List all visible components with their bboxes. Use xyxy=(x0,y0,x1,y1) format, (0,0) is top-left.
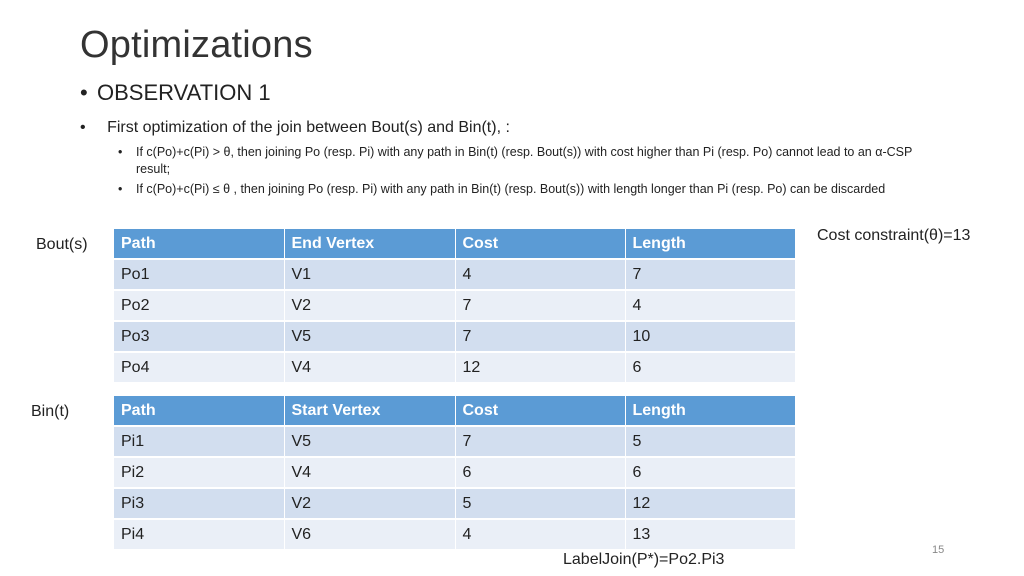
table-cell: V1 xyxy=(284,259,455,290)
slide-title: Optimizations xyxy=(80,24,313,66)
bin-table xyxy=(114,396,795,551)
table-header-row xyxy=(114,396,795,426)
column-header: End Vertex xyxy=(284,229,455,259)
table-row xyxy=(114,259,795,290)
bullet-dot-icon: • xyxy=(118,182,123,196)
table-cell: 7 xyxy=(455,290,625,321)
table-cell: 4 xyxy=(455,259,625,290)
bullet-dot-icon: • xyxy=(80,119,86,136)
table-cell: V6 xyxy=(284,519,455,550)
table-row xyxy=(114,321,795,352)
table-row xyxy=(114,457,795,488)
sub-bullet-length-rule-text: If c(Po)+c(Pi) ≤ θ , then joining Po (resp. Pi) with any path in Bin(t) (resp. Bout(s)) with length longer than Pi (resp. Po) can be discarded xyxy=(136,182,886,196)
table-cell: 6 xyxy=(455,457,625,488)
table-row xyxy=(114,290,795,321)
table-cell: 6 xyxy=(625,352,795,383)
table-row xyxy=(114,488,795,519)
bullet-dot-icon: • xyxy=(118,145,123,159)
table-cell: Pi3 xyxy=(114,488,284,519)
table-cell: 7 xyxy=(455,321,625,352)
bullet-dot-icon: • xyxy=(80,80,88,105)
table-cell: 13 xyxy=(625,519,795,550)
bullet-observation xyxy=(80,80,271,106)
table-cell: Pi2 xyxy=(114,457,284,488)
table-cell: 5 xyxy=(455,488,625,519)
table-cell: 12 xyxy=(455,352,625,383)
table-cell: V5 xyxy=(284,321,455,352)
sub-bullet-cost-rule-text: If c(Po)+c(Pi) > θ, then joining Po (resp. Pi) with any path in Bin(t) (resp. Bout(s)) with cost higher than Pi (resp. Po) cannot lead to an α-CSP result; xyxy=(136,145,913,176)
table-cell: Po3 xyxy=(114,321,284,352)
table-cell: 12 xyxy=(625,488,795,519)
sub-bullet-cost-rule xyxy=(118,144,938,177)
table-row xyxy=(114,519,795,550)
page-number: 15 xyxy=(932,544,945,556)
column-header: Path xyxy=(114,229,284,259)
column-header: Length xyxy=(625,229,795,259)
bullet-first-optimization xyxy=(80,119,510,137)
table-cell: 7 xyxy=(455,426,625,457)
column-header: Cost xyxy=(455,229,625,259)
column-header: Path xyxy=(114,396,284,426)
label-join-result: LabelJoin(P*)=Po2.Pi3 xyxy=(563,551,725,568)
table-cell: Pi1 xyxy=(114,426,284,457)
table-row xyxy=(114,352,795,383)
table-cell: V4 xyxy=(284,352,455,383)
table-cell: 4 xyxy=(455,519,625,550)
table-cell: Po4 xyxy=(114,352,284,383)
bullet-first-optimization-text: First optimization of the join between Bout(s) and Bin(t), : xyxy=(107,119,510,136)
cost-constraint-label: Cost constraint(θ)=13 xyxy=(817,227,971,244)
sub-bullet-length-rule xyxy=(118,181,938,198)
column-header: Length xyxy=(625,396,795,426)
table-cell: 7 xyxy=(625,259,795,290)
bin-table-label: Bin(t) xyxy=(31,403,70,420)
table-cell: V5 xyxy=(284,426,455,457)
table-cell: 4 xyxy=(625,290,795,321)
table-row xyxy=(114,426,795,457)
bullet-observation-text: OBSERVATION 1 xyxy=(97,80,271,105)
table-cell: 6 xyxy=(625,457,795,488)
table-cell: V4 xyxy=(284,457,455,488)
column-header: Cost xyxy=(455,396,625,426)
column-header: Start Vertex xyxy=(284,396,455,426)
table-cell: V2 xyxy=(284,290,455,321)
table-header-row xyxy=(114,229,795,259)
bout-table xyxy=(114,229,795,384)
table-cell: Po1 xyxy=(114,259,284,290)
table-cell: V2 xyxy=(284,488,455,519)
table-cell: Pi4 xyxy=(114,519,284,550)
table-cell: Po2 xyxy=(114,290,284,321)
table-cell: 10 xyxy=(625,321,795,352)
table-cell: 5 xyxy=(625,426,795,457)
bout-table-label: Bout(s) xyxy=(36,236,88,253)
